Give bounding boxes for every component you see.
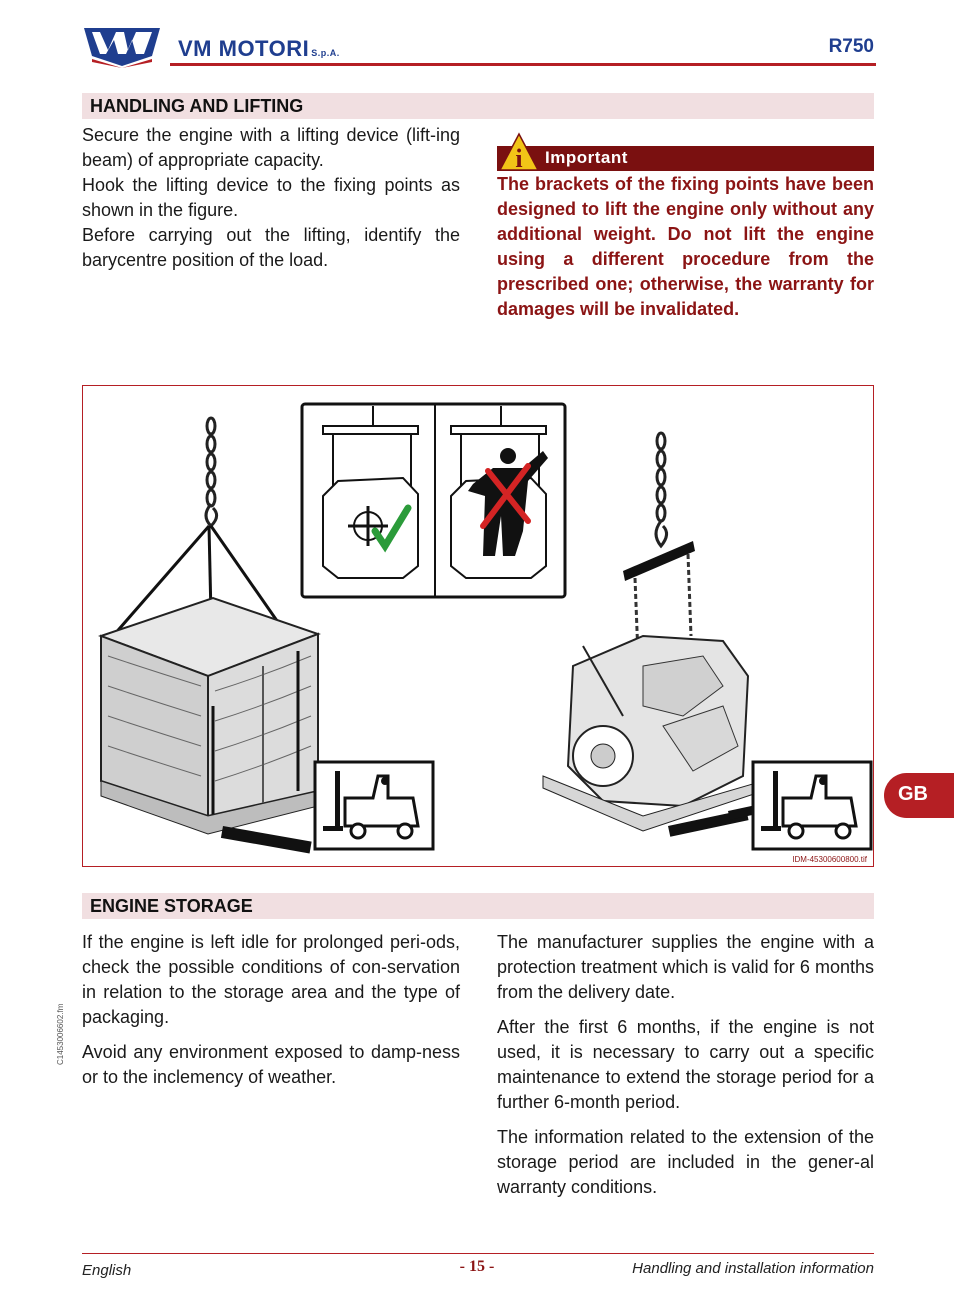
paragraph: After the first 6 months, if the engine is not used, it is necessary to carry out a specific maintenance to extend the storage period for a further 6-month period. [497, 1017, 874, 1112]
wooden-crate [101, 598, 318, 834]
lifting-figure [82, 385, 874, 867]
paragraph: The manufacturer supplies the engine with a protection treatment which is valid for 6 months from the delivery date. [497, 932, 874, 1002]
file-code: C1453006602.fm [56, 1003, 65, 1065]
section-title-handling [82, 93, 874, 119]
language-tab[interactable] [884, 773, 954, 818]
brand-suffix: S.p.A. [311, 48, 340, 58]
footer-section-title: Handling and installation information [632, 1260, 874, 1277]
paragraph: Hook the lifting device to the fixing points as shown in the figure. [82, 175, 460, 220]
important-banner [497, 146, 874, 171]
forklift-pictogram-right [753, 762, 871, 849]
section-title-text: ENGINE STORAGE [90, 896, 253, 916]
brand-name: VM MOTORI S.p.A. [178, 36, 340, 61]
lifting-illustration [83, 386, 873, 866]
engine-on-pallet [543, 636, 763, 831]
page-number: - 15 - [459, 1258, 495, 1275]
crate-lifting-chain [206, 418, 217, 526]
storage-text-right [497, 930, 874, 1200]
svg-text:i: i [515, 144, 523, 172]
handling-text [82, 123, 460, 273]
section-title-storage [82, 893, 874, 919]
important-text: The brackets of the fixing points have been designed to lift the engine only without any additional weight. Do not lift the engine using a different procedure from the prescribed one; otherwise, the warranty for damages will be invalidated. [497, 174, 874, 319]
paragraph: If the engine is left idle for prolonged peri-ods, check the possible conditions of con-servation in relation to the storage area and the type of packaging. [82, 932, 460, 1027]
engine-lifting-chain [656, 433, 667, 546]
paragraph: Secure the engine with a lifting device (lift-ing beam) of appropriate capacity. [82, 125, 460, 170]
header-rule [170, 63, 876, 66]
footer-language: English [82, 1262, 132, 1279]
paragraph: Avoid any environment exposed to damp-ness or to the inclemency of weather. [82, 1042, 460, 1087]
vm-logo-mark [82, 26, 162, 68]
figure-id: IDM-45300600800.tif [792, 855, 867, 864]
paragraph: Before carrying out the lifting, identify the barycentre position of the load. [82, 225, 460, 270]
info-warning-icon [498, 132, 540, 172]
language-tab-label: GB [898, 783, 928, 805]
forklift-pictogram-left [315, 762, 433, 849]
section-title-text: HANDLING AND LIFTING [90, 96, 304, 116]
important-label: Important [545, 148, 628, 167]
barycentre-pictogram [302, 404, 565, 597]
paragraph: The information related to the extension of the storage period are included in the gener-al warranty conditions. [497, 1127, 874, 1197]
storage-text-left [82, 930, 460, 1090]
model-code: R750 [828, 36, 874, 57]
footer-rule [82, 1253, 874, 1254]
